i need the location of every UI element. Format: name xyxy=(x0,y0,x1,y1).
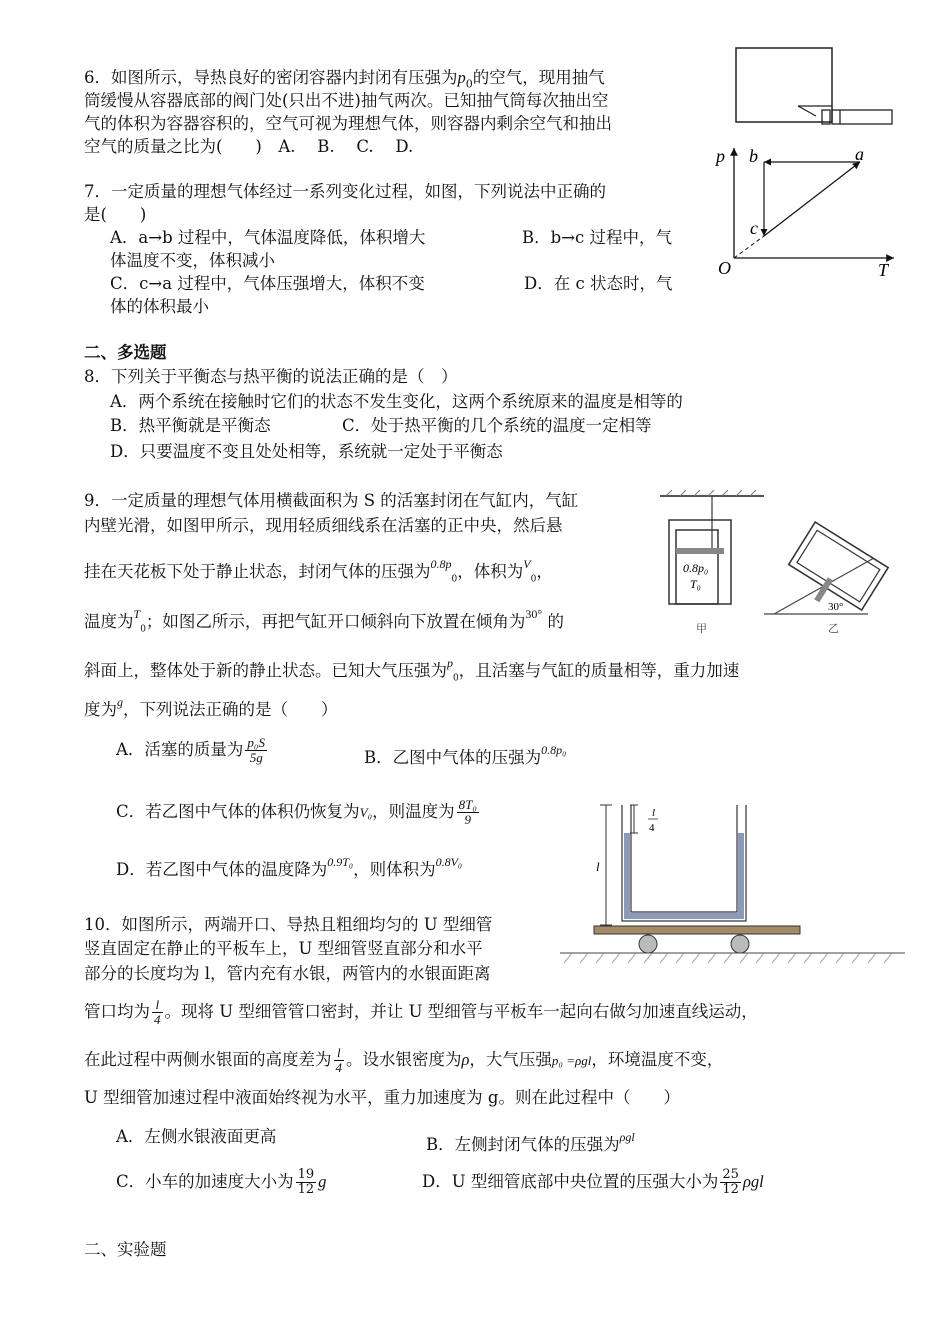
q9-line1: 9．一定质量的理想气体用横截面积为 S 的活塞封闭在气缸内，气缸 xyxy=(84,491,579,510)
fig-label-jia: 甲 xyxy=(696,623,707,635)
q8-option-d: D．只要温度不变且处处相等，系统就一定处于平衡态 xyxy=(110,442,503,461)
q6-line1: 6．如图所示，导热良好的密闭容器内封闭有压强为$p_0$的空气，现用抽气 xyxy=(84,68,605,91)
q7-pT-graph xyxy=(712,140,902,280)
q9-line6: 度为$^g$，下列说法正确的是（ ） xyxy=(84,695,338,719)
section-multiple-choice: 二、多选题 xyxy=(84,343,167,362)
q9-line2: 内壁光滑，如图甲所示，现用轻质细线系在活塞的正中央，然后悬 xyxy=(84,516,563,535)
q6-container-figure xyxy=(728,44,903,134)
q10-line5: 在此过程中两侧水银面的高度差为 $\frac{l}{4}$ 。设水银密度为ρ，大气压强p₀ =ρgl，环境温度不变， xyxy=(84,1045,724,1075)
q10-u-tube-figure xyxy=(560,795,905,970)
q10-line2: 竖直固定在静止的平板车上，U 型细管竖直部分和水平 xyxy=(84,939,483,958)
q10-option-d: D．U 型细管底部中央位置的压强大小为 $\frac{25}{12}$ ρgl xyxy=(422,1167,764,1197)
q9-option-d: D．若乙图中气体的温度降为$^{0.9T_0}$，则体积为$^{0.8V_0}$ xyxy=(116,855,463,879)
q6-line3: 气的体积为容器容积的，空气可视为理想气体，则容器内剩余空气和抽出 xyxy=(84,114,612,133)
q7-option-a-cont: 体温度不变，体积减小 xyxy=(110,251,275,270)
q9-line3: 挂在天花板下处于静止状态，封闭气体的压强为$^{0.8p}_0$，体积为$^V_0$， xyxy=(84,557,553,585)
fig-cylinder-pressure: 0.8p₀ xyxy=(683,561,709,575)
q7-option-a: A．a→b 过程中，气体温度降低，体积增大 xyxy=(110,228,426,247)
fig-angle-label: 30° xyxy=(828,601,844,613)
q7-line2: 是( ) xyxy=(84,205,147,224)
q10-line6: U 型细管加速过程中液面始终视为水平，重力加速度为 g。则在此过程中（ ） xyxy=(84,1088,680,1107)
q7-option-b: B．b→c 过程中，气 xyxy=(522,228,672,247)
fig-l4-den: 4 xyxy=(649,822,655,834)
fig-l4-num: l xyxy=(652,807,656,819)
q9-line4: 温度为$^T_0$；如图乙所示，再把气缸开口倾斜向下放置在倾角为$^{30^\circ}$ 的 xyxy=(84,607,564,635)
q7-line1: 7．一定质量的理想气体经过一系列变化过程，如图，下列说法中正确的 xyxy=(84,182,606,201)
graph-a-label: a xyxy=(855,144,864,164)
q9-cylinder-figures xyxy=(656,490,906,640)
graph-b-label: b xyxy=(749,146,758,166)
q7-option-c: C．c→a 过程中，气体压强增大，体积不变 xyxy=(110,274,425,293)
q9-option-c: C．若乙图中气体的体积仍恢复为V₀，则温度为 $\frac{\text{8T₀}}{9}$ xyxy=(116,797,477,827)
q8-stem: 8．下列关于平衡态与热平衡的说法正确的是（ ） xyxy=(84,367,458,386)
q10-option-a: A．左侧水银液面更高 xyxy=(116,1127,277,1146)
q10-option-b: B．左侧封闭气体的压强为$^{\rho gl}$ xyxy=(426,1130,635,1154)
graph-T-label: T xyxy=(878,260,889,280)
q6-line4: 空气的质量之比为( ) A. B. C. D. xyxy=(84,137,414,156)
q10-line1: 10．如图所示，两端开口、导热且粗细均匀的 U 型细管 xyxy=(84,915,493,934)
q7-option-d: D．在 c 状态时，气 xyxy=(524,274,673,293)
q10-line4: 管口均为 $\frac{l}{4}$ 。现将 U 型细管管口密封，并让 U 型细管与平板车一起向右做匀加速直线运动， xyxy=(84,997,758,1027)
fig-label-yi: 乙 xyxy=(828,623,839,635)
fig-cylinder-temp: T₀ xyxy=(690,577,701,591)
q8-option-c: C．处于热平衡的几个系统的温度一定相等 xyxy=(342,416,652,435)
section-experiment: 二、实验题 xyxy=(84,1240,167,1259)
graph-p-label: p xyxy=(716,146,725,166)
q6-line2: 筒缓慢从容器底部的阀门处(只出不进)抽气两次。已知抽气筒每次抽出空 xyxy=(84,91,609,110)
q10-option-c: C．小车的加速度大小为 $\frac{19}{12}$ g xyxy=(116,1167,327,1197)
fig-length-l: l xyxy=(596,859,600,874)
q9-line5: 斜面上，整体处于新的静止状态。已知大气压强为$^p_0$，且活塞与气缸的质量相等，重力加速 xyxy=(84,656,740,684)
q8-option-b: B．热平衡就是平衡态 xyxy=(110,416,271,435)
q7-option-c-cont: 体的体积最小 xyxy=(110,297,209,316)
q10-line3: 部分的长度均为 l，管内充有水银，两管内的水银面距离 xyxy=(84,964,491,983)
graph-c-label: c xyxy=(750,218,758,238)
q9-option-b: B．乙图中气体的压强为$^{0.8p_0}$ xyxy=(364,743,567,767)
q8-option-a: A．两个系统在接触时它们的状态不发生变化，这两个系统原来的温度是相等的 xyxy=(110,392,683,411)
q9-option-a: A．活塞的质量为 $\frac{\text{p₀S}}{5g}$ xyxy=(116,735,265,765)
graph-O-label: O xyxy=(718,258,731,278)
